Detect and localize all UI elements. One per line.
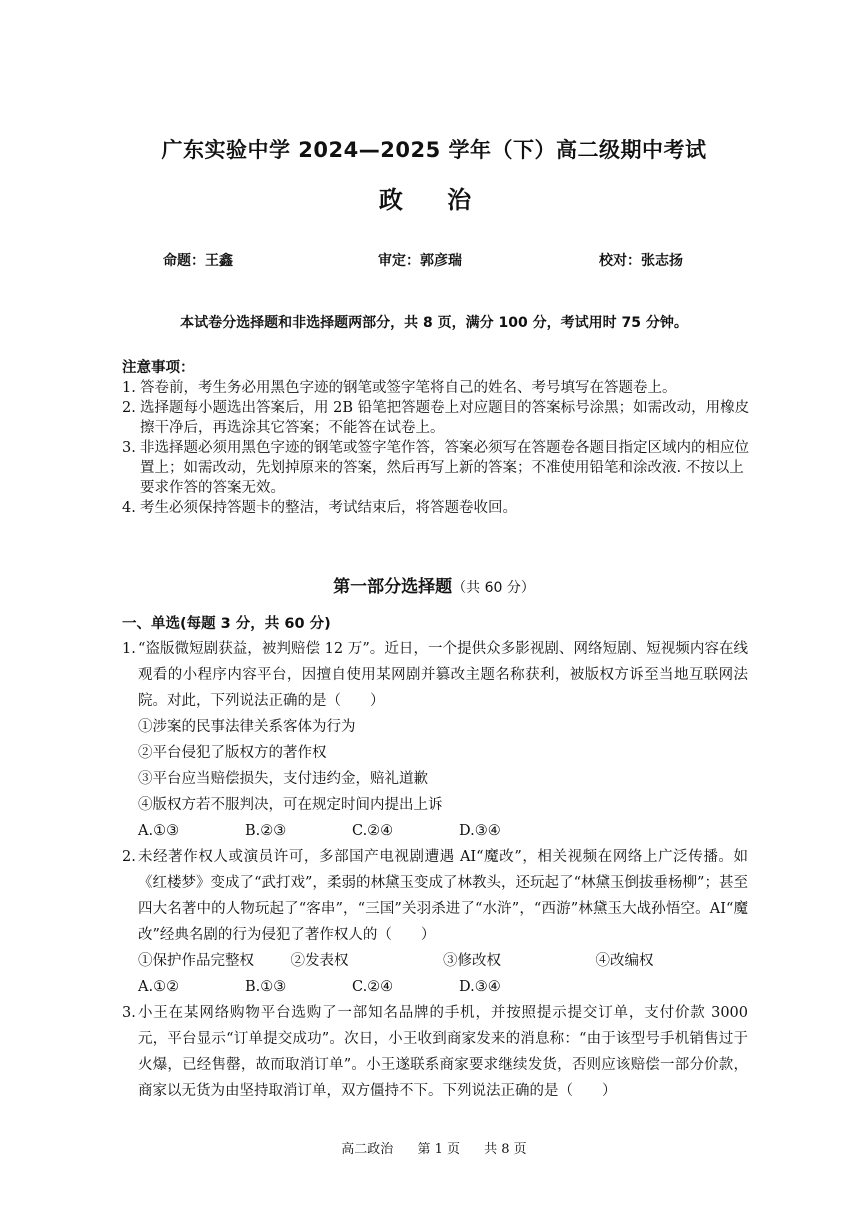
statement-option: ④改编权 (595, 953, 654, 969)
notice-item-text: 考生必须保持答题卡的整洁，考试结束后，将答题卷收回。 (140, 500, 517, 516)
answer-choices (122, 974, 748, 1000)
question-stem: 未经著作权人或演员许可，多部国产电视剧遭遇 AI“魔改”，相关视频在网络上广泛传播。如《红楼梦》变成了“武打戏”，柔弱的林黛玉变成了林教头，还玩起了“林黛玉倒拔垂杨柳”；甚至四大名著中的人物玩起了“客串”，“三国”关羽杀进了“水浒”，“西游”林黛玉大战孙悟空。AI“魔改”经典名剧的行为侵犯了著作权人的（ ） (138, 849, 748, 943)
statement-options-row (122, 948, 748, 974)
notice-item (122, 498, 752, 518)
section-heading: 一、单选(每题 3 分，共 60 分) (122, 616, 331, 632)
statement-option: ②发表权 (290, 953, 349, 969)
footer-subject: 高二政治 (341, 1142, 394, 1157)
answer-choice-a: A.①③ (138, 823, 180, 839)
answer-choice-b: B.①③ (245, 979, 287, 995)
question-stem: 小王在某网络购物平台选购了一部知名品牌的手机，并按照提示提交订单，支付价款 3000 元，平台显示“订单提交成功”。次日，小王收到商家发来的消息称：“由于该型号手机销售过于火爆，已经售罄，故而取消订单”。小王遂联系商家要求继续发货，否则应该赔偿一部分价款，商家以无货为由坚持取消订单，双方僵持不下。下列说法正确的是（ ） (138, 1005, 748, 1099)
question-2 (122, 844, 748, 948)
statement-option: ①涉案的民事法律关系客体为行为 (138, 719, 356, 735)
answer-choice-c: C.②④ (352, 823, 394, 839)
proofreader-credit: 校对：张志扬 (599, 253, 683, 269)
reviewer-credit: 审定：郭彦瑞 (378, 253, 462, 269)
part-title-sub: （共 60 分） (452, 580, 535, 596)
notice-item-number: 3. (122, 440, 136, 456)
question-1 (122, 636, 748, 714)
answer-choice-a: A.①② (138, 979, 180, 995)
author-credit: 命题：王鑫 (163, 253, 233, 269)
question-stem: “盗版微短剧获益，被判赔偿 12 万”。近日，一个提供众多影视剧、网络短剧、短视频内容在线观看的小程序内容平台，因擅自使用某网剧并篡改主题名称获利，被版权方诉至当地互联网法院。对此，下列说法正确的是（ ） (138, 641, 748, 709)
notice-item (122, 378, 752, 398)
statement-option: ③平台应当赔偿损失，支付违约金，赔礼道歉 (138, 771, 428, 787)
answer-choice-b: B.②③ (245, 823, 287, 839)
footer-page-number: 第 1 页 (417, 1142, 460, 1157)
statement-option: ②平台侵犯了版权方的著作权 (138, 745, 327, 761)
part-title (0, 572, 868, 597)
exam-title: 广东实验中学 2024—2025 学年（下）高二级期中考试 (161, 138, 707, 162)
notice-item (122, 398, 752, 438)
notice-item-number: 2. (122, 400, 136, 416)
question-3 (122, 1000, 748, 1104)
question-list (122, 636, 748, 1104)
question-number: 1. (122, 641, 136, 657)
answer-choice-c: C.②④ (352, 979, 394, 995)
notice-item-text: 选择题每小题选出答案后，用 2B 铅笔把答题卷上对应题目的答案标号涂黑；如需改动，用橡皮擦干净后，再选涂其它答案；不能答在试卷上。 (140, 400, 750, 436)
statement-option: ④版权方若不服判决，可在规定时间内提出上诉 (138, 797, 443, 813)
exam-summary: 本试卷分选择题和非选择题两部分，共 8 页，满分 100 分，考试用时 75 分钟。 (180, 315, 688, 331)
page-footer (0, 1138, 868, 1157)
statement-option: ③修改权 (443, 953, 501, 969)
notice-block (122, 358, 752, 518)
notice-item-text: 答卷前，考生务必用黑色字迹的钢笔或签字笔将自己的姓名、考号填写在答题卷上。 (140, 380, 677, 396)
answer-choices (122, 818, 748, 844)
footer-total-pages: 共 8 页 (484, 1142, 527, 1157)
notice-item-number: 1. (122, 380, 136, 396)
question-number: 3. (122, 1005, 136, 1021)
answer-choice-d: D.③④ (459, 979, 501, 995)
notice-item-text: 非选择题必须用黑色字迹的钢笔或签字笔作答，答案必须写在答题卷各题目指定区域内的相应位置上；如需改动，先划掉原来的答案，然后再写上新的答案；不准使用铅笔和涂改液. 不按以上要求作答的答案无效。 (140, 440, 749, 496)
question-number: 2. (122, 849, 136, 865)
notice-item-number: 4. (122, 500, 136, 516)
notice-item (122, 438, 752, 498)
statement-option: ①保护作品完整权 (138, 953, 254, 969)
subject-title: 政 治 (378, 186, 490, 214)
part-title-main: 第一部分选择题 (333, 577, 453, 597)
notice-heading: 注意事项： (122, 360, 195, 376)
answer-choice-d: D.③④ (459, 823, 501, 839)
